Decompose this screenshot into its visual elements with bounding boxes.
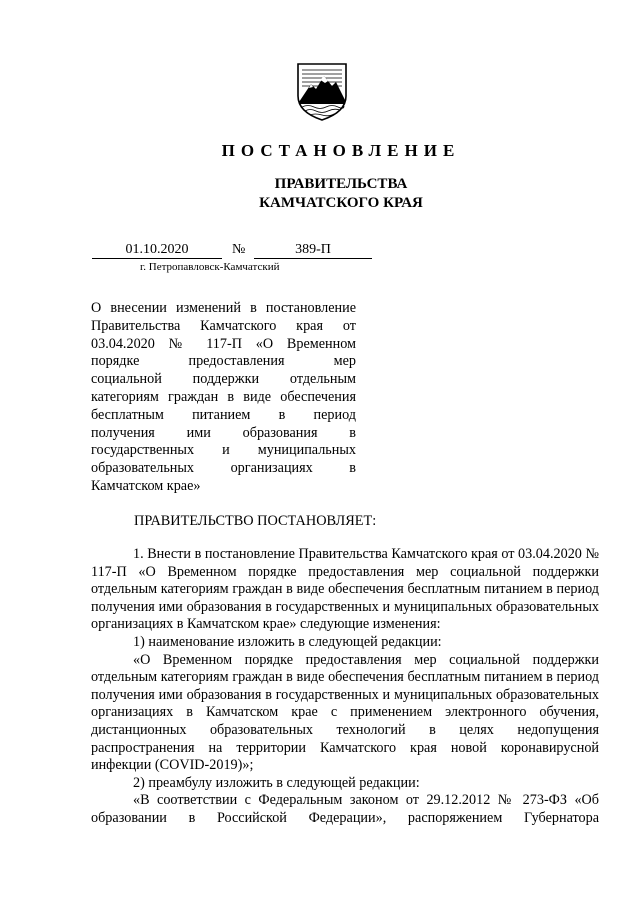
body-paragraph: «О Временном порядке предоставления мер социальной поддержки отдельным категориям граждан в виде обеспечения бесплатным питанием в период получения ими образования в государственных и муниципальных образовательных организациях в Камчатском крае с применением электронного обучения, дистанционных образовательных технологий в целях недопущения распространения на территории Камчатского края новой коронавирусной инфекции (COVID-2019)»; xyxy=(91,651,599,774)
document-city: г. Петропавловск-Камчатский xyxy=(140,261,280,273)
subject-line: Камчатском крае» xyxy=(91,477,201,494)
subject-line: 03.04.2020 № 117-П «О Временном xyxy=(91,335,356,352)
authority-line: ПРАВИТЕЛЬСТВА xyxy=(274,176,408,192)
authority-line: КАМЧАТСКОГО КРАЯ xyxy=(259,195,423,211)
decree-statement: ПРАВИТЕЛЬСТВО ПОСТАНОВЛЯЕТ: xyxy=(134,513,377,529)
subject-line: О внесении изменений в постановление xyxy=(91,300,356,316)
document-subject xyxy=(91,300,356,496)
body-paragraph: «В соответствии с Федеральным законом от 29.12.2012 № 273-ФЗ «Об образовании в Российской Федерации», распоряжением Губернатора xyxy=(91,792,599,826)
subject-line: порядке предоставления мер xyxy=(91,353,356,370)
kamchatka-coat-of-arms-icon xyxy=(296,62,348,122)
subject-line: бесплатным питанием в период xyxy=(91,406,356,423)
document-type: ПОСТАНОВЛЕНИЕ xyxy=(221,141,461,160)
document-date: 01.10.2020 xyxy=(92,241,222,259)
subject-line: государственных и муниципальных xyxy=(91,442,356,459)
subject-line: получения ими образования в xyxy=(91,424,356,441)
subject-line: образовательных организациях в xyxy=(91,460,356,477)
issuing-authority xyxy=(0,175,640,213)
document-body xyxy=(91,546,599,828)
subject-line: социальной поддержки отдельным xyxy=(91,371,356,388)
subject-line: Правительства Камчатского края от xyxy=(91,317,356,334)
document-number: 389-П xyxy=(254,241,372,259)
number-sign: № xyxy=(232,242,246,257)
body-paragraph: 2) преамбулу изложить в следующей редакции: xyxy=(133,774,420,791)
body-paragraph: 1. Внести в постановление Правительства Камчатского края от 03.04.2020 № 117-П «О Временном порядке предоставления мер социальной поддержки отдельным категориям граждан в виде обеспечения бесплатным питанием в период получения ими образования в государственных и муниципальных образовательных организациях в Камчатском крае» следующие изменения: xyxy=(91,546,599,633)
subject-line: категориям граждан в виде обеспечения xyxy=(91,388,356,405)
body-paragraph: 1) наименование изложить в следующей редакции: xyxy=(133,633,442,650)
